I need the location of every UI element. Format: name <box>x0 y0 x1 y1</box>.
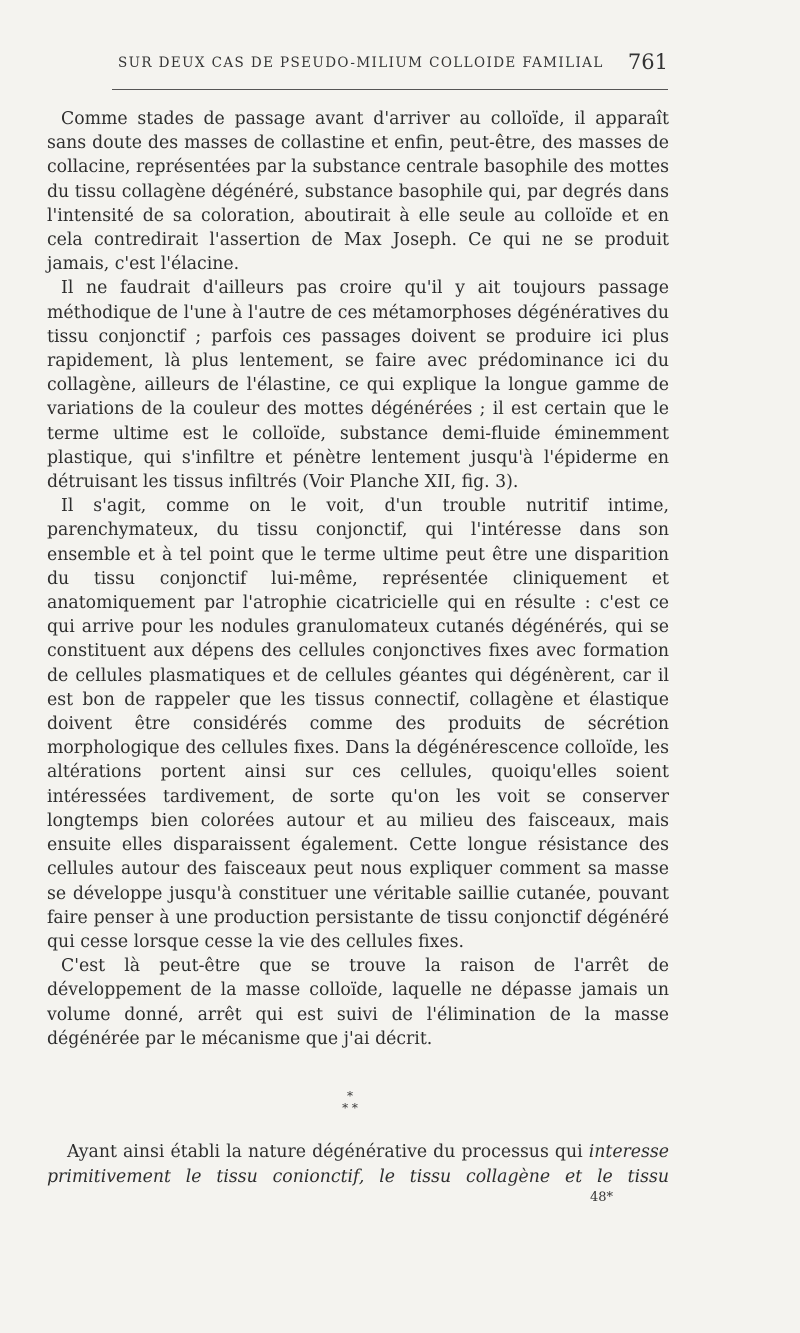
paragraph: Comme stades de passage avant d'arriver au colloïde, il apparaît sans doute des masses de collastine et enfin, peut-être, des masses de collacine, représentées par la substance centrale basophile des mottes du tissu collagène dégénéré, substance basophile qui, par degrés dans l'intensité de sa coloration, aboutirait à elle seule au colloïde et en cela contredirait l'assertion de Max Joseph. Ce qui ne se produit jamais, c'est l'élacine. <box>47 109 669 275</box>
paragraph: Il ne faudrait d'ailleurs pas croire qu'il y ait toujours passage méthodique de l'une à l'autre de ces métamorphoses dégénératives du tissu conjonctif ; parfois ces passages doivent se produire ici plus rapidement, là plus lentement, se faire avec prédominance ici du collagène, ailleurs de l'élastine, ce qui explique la longue gamme de variations de la couleur des mottes dégénérées ; il est certain que le terme ultime est le colloïde, substance demi-fluide éminemment plastique, qui s'infiltre et pénètre lentement jusqu'à l'épiderme en détruisant les tissus infiltrés (Voir Planche XII, fig. 3). <box>47 278 669 493</box>
closing-italic-text-2: le tissu collagène et le tissu <box>379 1166 669 1187</box>
closing-lead-text: Ayant ainsi établi la nature dégénérative du processus qui <box>67 1142 583 1162</box>
paragraph: C'est là peut-être que se trouve la raison de l'arrêt de développement de la masse colloïde, laquelle ne dépasse jamais un volume donné, arrêt qui est suivi de l'élimination de la masse dégénérée par le mécanisme que j'ai décrit. <box>47 956 669 1049</box>
paragraph: Il s'agit, comme on le voit, d'un trouble nutritif intime, parenchymateux, du tissu conjonctif, qui l'intéresse dans son ensemble et à tel point que le terme ultime peut être une disparition du tissu conjonctif lui-même, représentée cliniquement et anatomiquement par l'atrophie cicatricielle qui en résulte : c'est ce qui arrive pour les nodules granulomateux cutanés dégénérés, qui se constituent aux dépens des cellules conjonctives fixes avec formation de cellules plasmatiques et de cellules géantes qui dégénèrent, car il est bon de rappeler que les tissus connectif, collagène et élastique doivent être considérés comme des produits de sécrétion morphologique des cellules fixes. Dans la dégénérescence colloïde, les altérations portent ainsi sur ces cellules, quoiqu'elles soient intéressées tardivement, de sorte qu'on les voit se conserver longtemps bien colorées autour et au milieu des faisceaux, mais ensuite elles disparaissent également. Cette longue résistance des cellules autour des faisceaux peut nous expliquer comment sa masse se développe jusqu'à constituer une véritable saillie cutanée, pouvant faire penser à une production persistante de tissu conjonctif dégénéré qui cesse lorsque cesse la vie des cellules fixes. <box>47 496 669 952</box>
closing-paragraph <box>47 1140 669 1189</box>
header-rule <box>112 89 668 90</box>
running-title: SUR DEUX CAS DE PSEUDO-MILIUM COLLOIDE FAMILIAL <box>118 55 604 71</box>
closing-italic-text-1: interesse primitivement le tissu conionctif, <box>47 1142 669 1187</box>
asterism-top: * <box>347 1089 353 1103</box>
asterism-separator <box>330 1090 370 1126</box>
running-head <box>112 50 668 78</box>
body-text <box>47 107 669 1051</box>
asterism-bottom: * * <box>342 1101 358 1115</box>
signature-mark: 48* <box>590 1190 614 1205</box>
page-number: 761 <box>627 50 668 74</box>
